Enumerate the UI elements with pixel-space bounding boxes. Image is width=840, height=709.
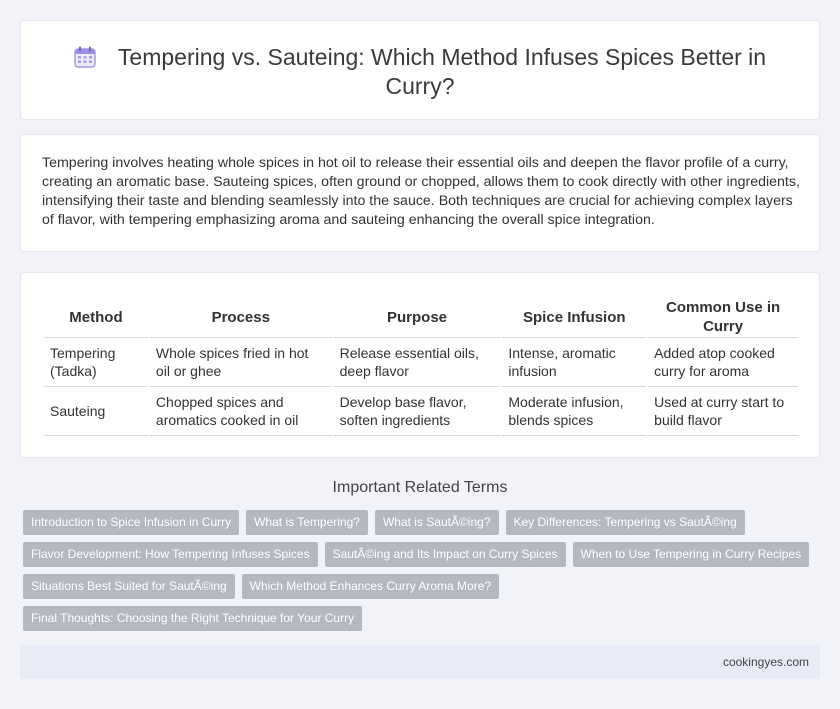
tag-row (23, 574, 823, 599)
related-term-tag[interactable]: SautÃ©ing and Its Impact on Curry Spices (325, 542, 566, 567)
related-terms-list (23, 510, 823, 638)
header-common-use: Common Use in Curry (648, 295, 798, 338)
related-term-tag[interactable]: Introduction to Spice Infusion in Curry (23, 510, 239, 535)
related-term-tag[interactable]: Final Thoughts: Choosing the Right Technique for Your Curry (23, 606, 362, 631)
table-row (44, 338, 798, 387)
table-cell: Whole spices fried in hot oil or ghee (150, 338, 332, 387)
footer-site-name: cookingyes.com (722, 655, 809, 669)
table-cell: Moderate infusion, blends spices (502, 387, 646, 436)
tag-row (23, 510, 823, 535)
comparison-table-card (20, 272, 820, 458)
table-cell: Sauteing (44, 387, 148, 436)
comparison-table (42, 295, 800, 436)
table-cell: Release essential oils, deep flavor (334, 338, 501, 387)
title-card (20, 20, 820, 120)
header-method: Method (44, 295, 148, 338)
header-process: Process (150, 295, 332, 338)
footer (20, 645, 820, 679)
tag-row (23, 606, 823, 631)
page-title: Tempering vs. Sauteing: Which Method Infuses Spices Better in Curry? (117, 44, 767, 99)
header-spice-infusion: Spice Infusion (502, 295, 646, 338)
intro-card (20, 134, 820, 252)
table-cell: Added atop cooked curry for aroma (648, 338, 798, 387)
related-term-tag[interactable]: Key Differences: Tempering vs SautÃ©ing (506, 510, 745, 535)
table-cell: Develop base flavor, soften ingredients (334, 387, 501, 436)
page-title-wrap (61, 43, 779, 101)
related-term-tag[interactable]: What is Tempering? (246, 510, 368, 535)
intro-paragraph: Tempering involves heating whole spices in hot oil to release their essential oils and deepen the flavor profile of a curry, creating an aromatic base. Sauteing spices, often ground or chopped, allows them to cook directly with other ingredients, intensifying their taste and blending seamlessly into the sauce. Both techniques are crucial for achieving complex layers of flavor, with tempering emphasizing aroma and sauteing enhancing the overall spice integration. (42, 155, 800, 228)
related-term-tag[interactable]: When to Use Tempering in Curry Recipes (573, 542, 810, 567)
table-row (44, 387, 798, 436)
related-term-tag[interactable]: What is SautÃ©ing? (375, 510, 499, 535)
related-term-tag[interactable]: Flavor Development: How Tempering Infuses Spices (23, 542, 318, 567)
related-term-tag[interactable]: Which Method Enhances Curry Aroma More? (242, 574, 499, 599)
related-term-tag[interactable]: Situations Best Suited for SautÃ©ing (23, 574, 235, 599)
related-terms-title: Important Related Terms (332, 479, 508, 496)
tag-row (23, 542, 823, 567)
header-purpose: Purpose (334, 295, 501, 338)
table-cell: Tempering (Tadka) (44, 338, 148, 387)
calendar-icon (74, 46, 96, 68)
table-cell: Used at curry start to build flavor (648, 387, 798, 436)
table-cell: Chopped spices and aromatics cooked in oil (150, 387, 332, 436)
table-cell: Intense, aromatic infusion (502, 338, 646, 387)
table-header-row (44, 295, 798, 338)
